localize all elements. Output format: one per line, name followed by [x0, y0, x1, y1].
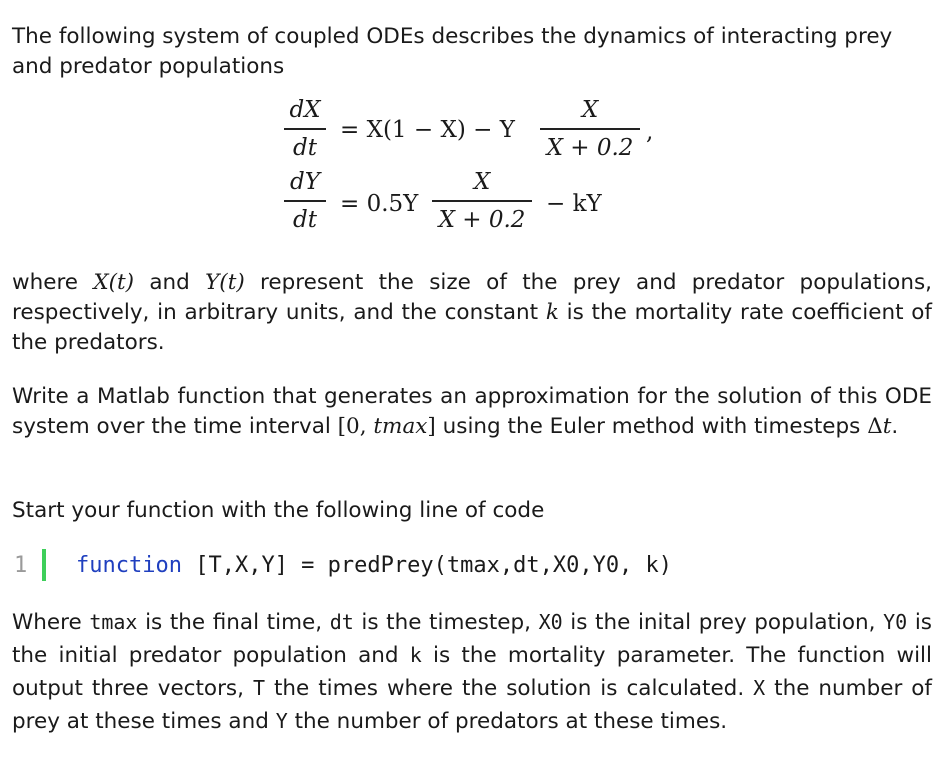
para4-text-1: Where: [12, 610, 90, 635]
para4-text-2: is the final time,: [137, 610, 330, 635]
para4-text-8: the number of prey at these times and: [12, 676, 932, 734]
line-number: 1: [14, 553, 28, 578]
code-block: [12, 547, 932, 583]
code-dt: dt: [329, 610, 354, 634]
interval-open: [0,: [337, 414, 374, 439]
eq1-rhs-fraction: [540, 96, 640, 162]
eq2-lhs-num: dY: [290, 169, 320, 195]
eq2-tail: − kY: [546, 191, 602, 217]
var-k: k: [545, 300, 559, 325]
eq1-frac-num: X: [581, 97, 599, 123]
var-tmax: tmax: [373, 414, 428, 439]
code-y: Y: [275, 709, 288, 733]
task-paragraph: [12, 382, 932, 442]
interval-close: ]: [427, 414, 436, 439]
code-gutter-marker: [42, 549, 46, 581]
eq1-tail: ,: [646, 119, 654, 145]
para1-text-4: is the mortality rate coefficient of the predators.: [12, 300, 932, 355]
var-t: t: [882, 414, 892, 439]
para4-text-9: the number of predators at these times.: [287, 709, 728, 734]
var-x-of-t: X(t): [93, 270, 135, 295]
eq2-rhs: = 0.5Y: [340, 191, 419, 217]
eq1-lhs-fraction: [284, 96, 326, 162]
eq1-frac-den: X + 0.2: [546, 134, 634, 161]
eq1-lhs-num: dX: [289, 97, 321, 123]
code-tmax: tmax: [89, 610, 138, 634]
para4-text-7: the times where the solution is calculated.: [264, 676, 754, 701]
code-signature: [T,X,Y] = predPrey(tmax,dt,X0,Y0, k): [181, 553, 673, 578]
para4-text-5: is the initial predator population and: [12, 610, 932, 668]
code-line: [76, 553, 672, 578]
para2-text-1: Write a Matlab function that generates an approximation for the solution of this ODE system over the time interval: [12, 384, 932, 439]
code-k: k: [409, 643, 422, 667]
definitions-paragraph: [12, 268, 932, 358]
para4-text-6: is the mortality parameter. The function will output three vectors,: [12, 643, 932, 701]
code-x0: X0: [538, 610, 563, 634]
eq2-frac-num: X: [473, 169, 491, 195]
code-x: X: [753, 676, 766, 700]
parameters-paragraph: [12, 606, 932, 738]
equation-block: [0, 96, 944, 246]
para4-text-4: is the inital prey population,: [562, 610, 884, 635]
para2-text-3: .: [891, 414, 899, 439]
eq1-rhs: = X(1 − X) − Y: [340, 117, 515, 143]
start-instruction: Start your function with the following line of code: [12, 498, 545, 523]
eq2-rhs-fraction: [432, 168, 532, 234]
para2-text-2: using the Euler method with timesteps: [435, 414, 868, 439]
para1-text-1: where: [12, 270, 94, 295]
var-y-of-t: Y(t): [205, 270, 245, 295]
delta-symbol: Δ: [867, 414, 883, 439]
code-y0: Y0: [883, 610, 908, 634]
code-keyword: function: [76, 553, 182, 578]
eq1-lhs-den: dt: [293, 134, 317, 161]
para1-text-2: and: [134, 270, 206, 295]
para4-text-3: is the timestep,: [353, 610, 539, 635]
intro-paragraph: The following system of coupled ODEs describes the dynamics of interacting prey and predator populations: [12, 24, 893, 79]
eq2-lhs-den: dt: [293, 206, 317, 233]
eq2-frac-den: X + 0.2: [438, 206, 526, 233]
code-t: T: [252, 676, 265, 700]
para1-text-3: represent the size of the prey and predator populations, respectively, in arbitrary units, and the constant: [12, 270, 932, 325]
eq2-lhs-fraction: [284, 168, 326, 234]
